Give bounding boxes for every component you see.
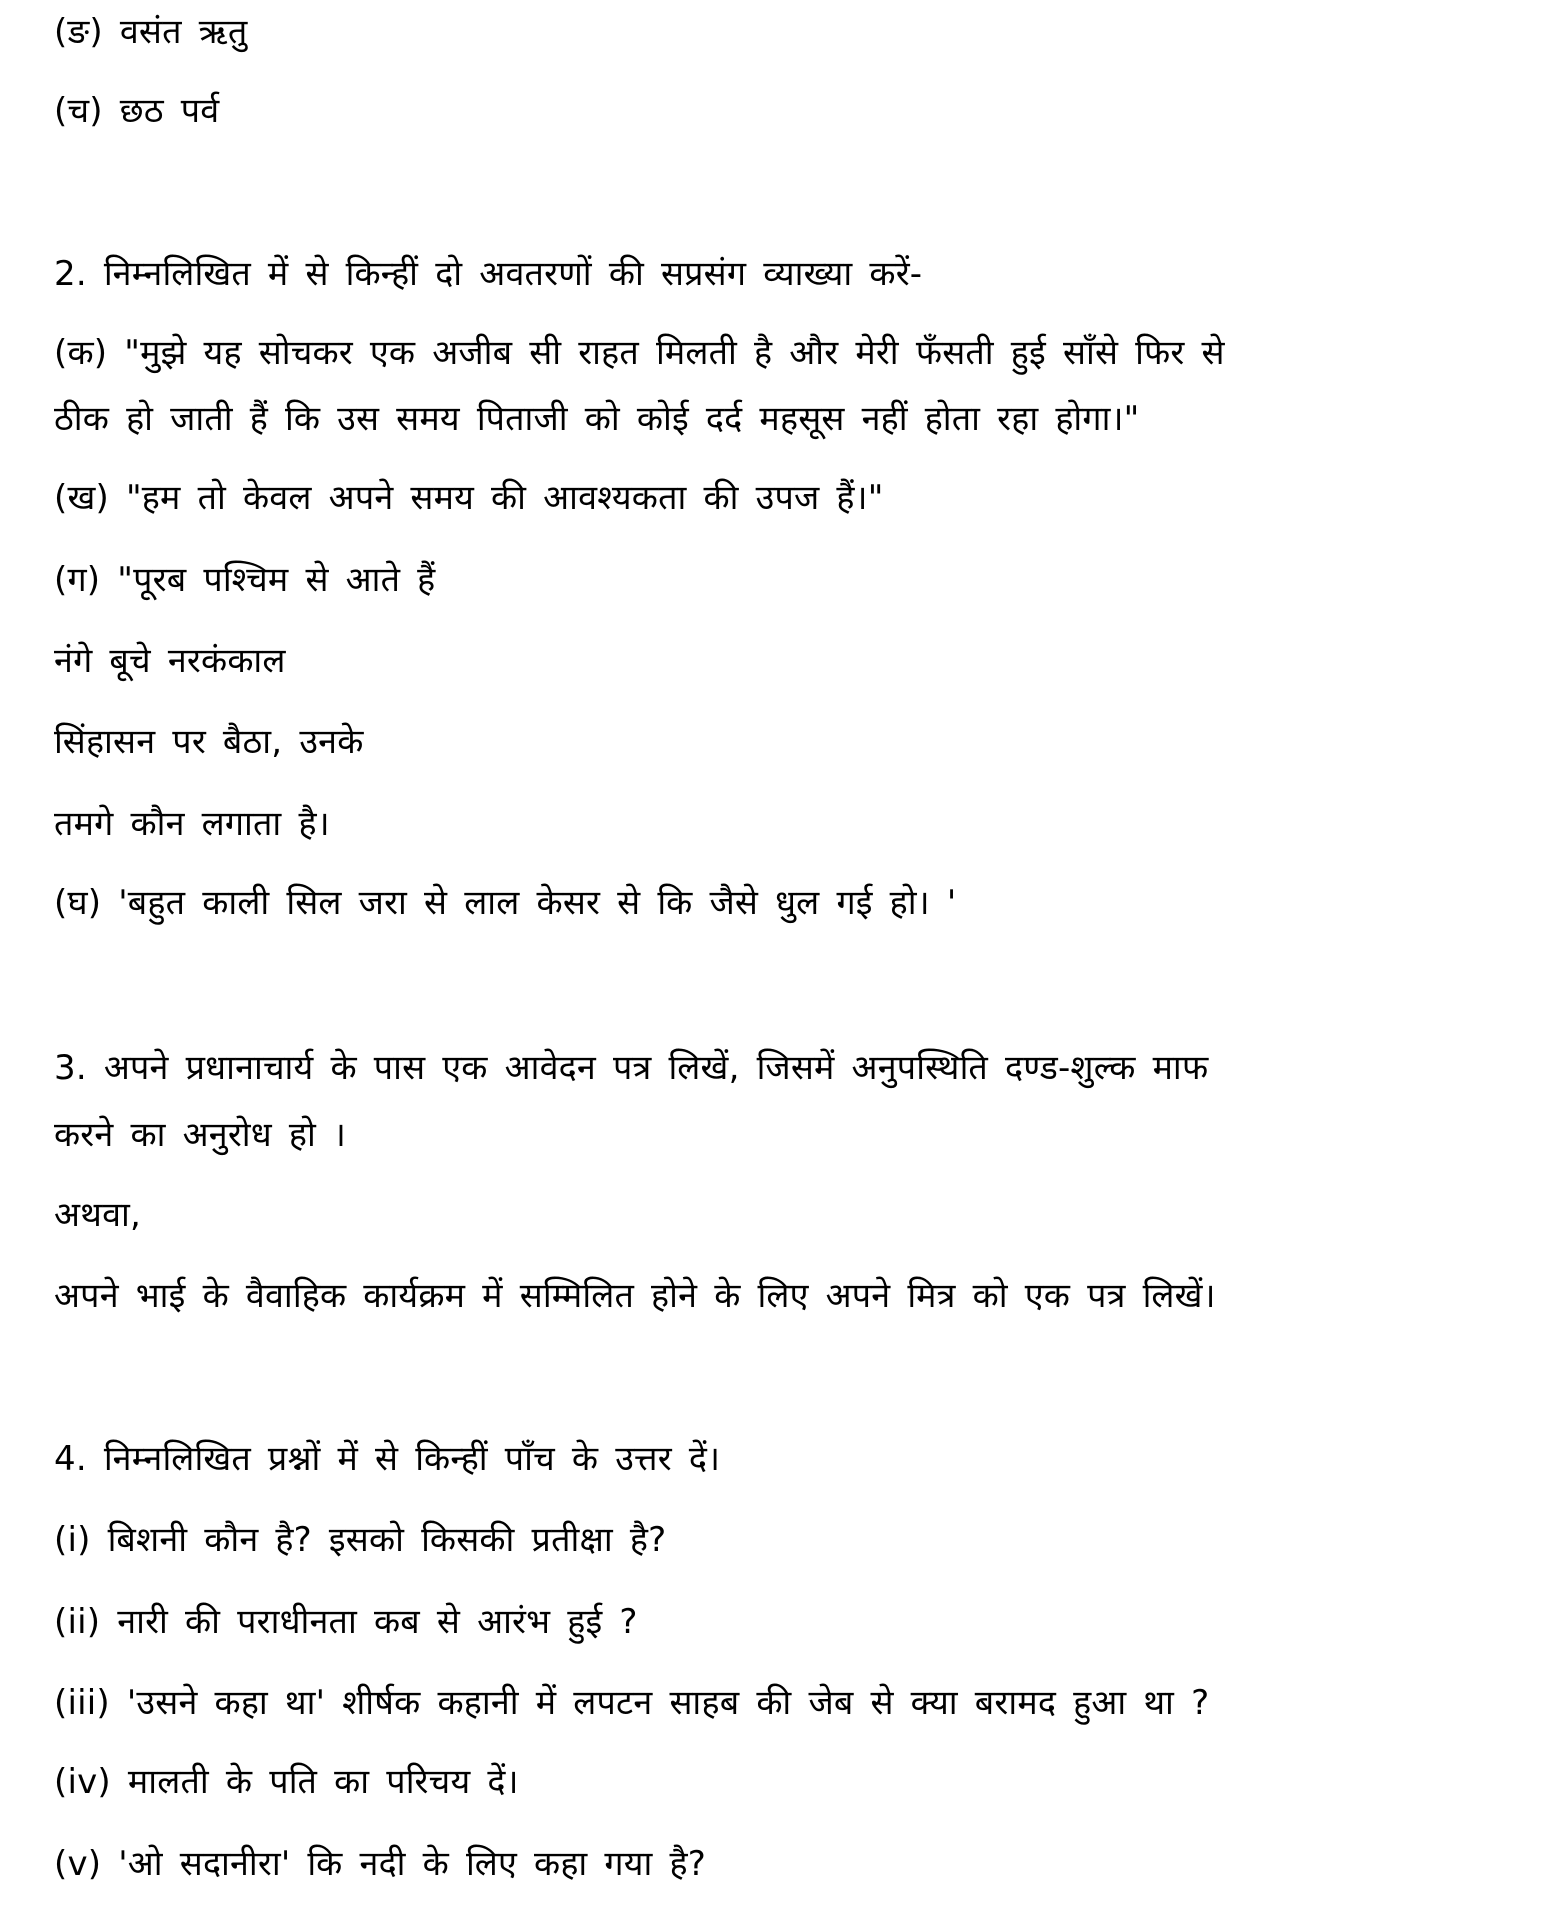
passage-ka-line-1: (क) "मुझे यह सोचकर एक अजीब सी राहत मिलती है और मेरी फँसती हुई साँसे फिर से xyxy=(54,333,1225,373)
passage-ga-line-1: (ग) "पूरब पश्चिम से आते हैं xyxy=(54,560,436,600)
passage-ka-line-2: ठीक हो जाती हैं कि उस समय पिताजी को कोई दर्द महसूस नहीं होता रहा होगा।" xyxy=(54,399,1140,439)
option-nga xyxy=(54,10,247,54)
passage-ga-line-3: सिंहासन पर बैठा, उनके xyxy=(54,722,364,762)
passage-gha: (घ) 'बहुत काली सिल जरा से लाल केसर से कि जैसे धुल गई हो। ' xyxy=(54,883,957,923)
question-4-item-ii: (ii) नारी की पराधीनता कब से आरंभ हुई ? xyxy=(54,1602,638,1642)
option-text: छठ पर्व xyxy=(119,91,220,131)
passage-kha: (ख) "हम तो केवल अपने समय की आवश्यकता की उपज हैं।" xyxy=(54,478,884,518)
option-text: वसंत ऋतु xyxy=(119,12,248,52)
question-4-heading: 4. निम्नलिखित प्रश्नों में से किन्हीं पाँच के उत्तर दें। xyxy=(54,1439,721,1479)
question-3-alternative: अपने भाई के वैवाहिक कार्यक्रम में सम्मिलित होने के लिए अपने मित्र को एक पत्र लिखें। xyxy=(54,1276,1216,1316)
option-label: (च) xyxy=(54,91,103,131)
passage-ga-line-4: तमगे कौन लगाता है। xyxy=(54,804,330,844)
question-3-line-1: 3. अपने प्रधानाचार्य के पास एक आवेदन पत्र लिखें, जिसमें अनुपस्थिति दण्ड-शुल्क माफ xyxy=(54,1048,1209,1088)
question-4-item-iv: (iv) मालती के पति का परिचय दें। xyxy=(54,1762,519,1802)
question-4-item-v: (v) 'ओ सदानीरा' कि नदी के लिए कहा गया है? xyxy=(54,1844,706,1884)
passage-ga-line-2: नंगे बूचे नरकंकाल xyxy=(54,641,286,681)
question-2-heading: 2. निम्नलिखित में से किन्हीं दो अवतरणों की सप्रसंग व्याख्या करें- xyxy=(54,254,923,294)
option-cha xyxy=(54,89,219,133)
question-3-or-label: अथवा, xyxy=(54,1195,142,1235)
question-3-line-2: करने का अनुरोध हो । xyxy=(54,1115,347,1155)
option-label: (ङ) xyxy=(54,12,103,52)
question-4-item-i: (i) बिशनी कौन है? इसको किसकी प्रतीक्षा है? xyxy=(54,1520,667,1560)
question-4-item-iii: (iii) 'उसने कहा था' शीर्षक कहानी में लपटन साहब की जेब से क्या बरामद हुआ था ? xyxy=(54,1683,1210,1723)
